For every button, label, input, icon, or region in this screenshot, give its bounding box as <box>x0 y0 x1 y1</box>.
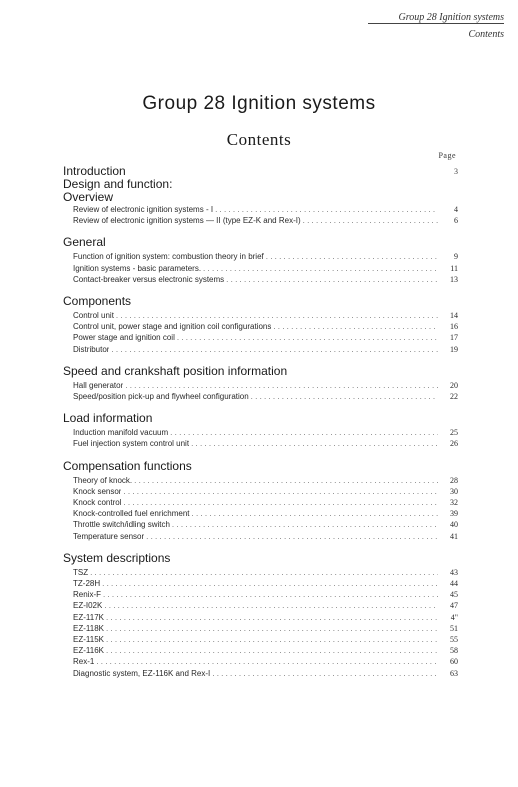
toc-entry-page: 4" <box>450 612 458 622</box>
toc-entry-page: 25 <box>450 428 458 438</box>
leader-dots <box>103 589 438 600</box>
toc-entry[interactable] <box>63 656 458 667</box>
toc-entry-page: 63 <box>450 668 458 678</box>
toc-section-components <box>63 295 458 355</box>
leader-dots <box>303 215 438 226</box>
toc-entry[interactable] <box>63 391 458 402</box>
running-head-section: Contents <box>468 29 504 40</box>
toc-entry-label: Temperature sensor <box>73 531 145 541</box>
leader-dots <box>146 531 438 542</box>
toc-entry-page: 13 <box>450 274 458 284</box>
toc-entry-page: 40 <box>450 520 458 530</box>
toc-entry-label: Review of electronic ignition systems - I <box>73 205 214 214</box>
toc-section-general <box>63 236 458 285</box>
leader-dots <box>96 656 438 667</box>
toc-entry-label: Control unit, power stage and ignition coil configurations <box>73 322 272 332</box>
toc-introduction-label: Introduction <box>63 164 126 178</box>
toc-entry-page: 51 <box>450 623 458 633</box>
toc-section-heading: System descriptions <box>63 550 171 565</box>
toc-entry-label: EZ-118K <box>73 623 104 633</box>
toc-entry-page: 55 <box>450 635 458 645</box>
toc-entry-page: 16 <box>450 322 458 332</box>
toc-entry[interactable] <box>63 531 458 542</box>
leader-dots <box>226 274 438 285</box>
toc-section-heading: General <box>63 235 106 250</box>
toc-entry-label: Power stage and ignition coil <box>73 333 175 343</box>
toc-entry[interactable] <box>63 600 458 611</box>
toc-entry-page: 32 <box>450 498 458 508</box>
toc-entry[interactable] <box>63 634 458 645</box>
leader-dots <box>266 251 438 262</box>
toc-section-heading: Speed and crankshaft position information <box>63 363 288 378</box>
toc-entry-page: 17 <box>450 333 458 343</box>
toc-entry-page: 26 <box>450 439 458 449</box>
toc-entry[interactable] <box>63 344 458 355</box>
toc-entry-label: Function of ignition system: combustion theory in brief <box>73 252 264 262</box>
toc-section-compensation <box>63 460 458 542</box>
leader-dots <box>177 332 438 343</box>
toc-entry-label: Hall generator <box>73 380 124 390</box>
toc-entry-label: Induction manifold vacuum <box>73 428 169 438</box>
leader-dots <box>172 519 438 530</box>
leader-dots <box>104 600 438 611</box>
toc-entry[interactable] <box>63 519 458 530</box>
toc-entry-page: 20 <box>450 380 458 390</box>
toc-entry-page: 30 <box>450 486 458 496</box>
running-head <box>399 9 504 43</box>
toc-section-heading: Load information <box>63 411 153 426</box>
toc-entry-page: 14 <box>450 311 458 321</box>
contents-heading: Contents <box>226 130 292 149</box>
toc-entry-label: Knock sensor <box>73 486 122 496</box>
toc-entry-label: EZ-115K <box>73 635 104 645</box>
leader-dots <box>90 567 438 578</box>
leader-dots <box>192 508 438 519</box>
toc-entry[interactable] <box>63 589 458 600</box>
leader-dots <box>123 497 438 508</box>
toc-entry-page: 58 <box>450 646 458 656</box>
toc-section-speed <box>63 365 458 402</box>
toc-entry[interactable] <box>63 578 458 589</box>
toc-entry-page: 41 <box>450 531 458 541</box>
toc-section-overview <box>63 191 458 226</box>
leader-dots <box>125 380 438 391</box>
toc-entry-label: Knock control <box>73 498 122 508</box>
toc-entry-page: 47 <box>450 601 458 611</box>
toc-entry[interactable] <box>63 321 458 332</box>
toc-entry-label: Speed/position pick-up and flywheel configuration <box>73 392 249 402</box>
toc-entry-label: Control unit <box>73 311 114 321</box>
toc-design-heading: Design and function: <box>63 177 173 191</box>
toc-entry[interactable] <box>63 310 458 321</box>
toc-entry[interactable] <box>63 215 458 226</box>
toc-entry-label: Throttle switch/idling switch <box>73 520 170 530</box>
toc-entry[interactable] <box>63 438 458 449</box>
table-of-contents <box>63 165 458 679</box>
toc-entry[interactable] <box>63 263 458 274</box>
toc-entry-label: Contact-breaker versus electronic systems <box>73 274 225 284</box>
page-column-label: Page <box>438 151 456 160</box>
leader-dots <box>106 634 438 645</box>
leader-dots <box>106 623 438 634</box>
toc-entry[interactable] <box>63 251 458 262</box>
toc-section-heading: Components <box>63 294 132 309</box>
toc-entry[interactable] <box>63 486 458 497</box>
toc-entry-page: 44 <box>450 579 458 589</box>
leader-dots <box>106 645 438 656</box>
toc-entry-label: EZ-I02K <box>73 601 103 611</box>
leader-dots <box>116 310 438 321</box>
toc-entry[interactable] <box>63 380 458 391</box>
toc-entry-page: 4 <box>454 205 458 214</box>
leader-dots <box>251 391 438 402</box>
toc-entry[interactable] <box>63 204 458 215</box>
leader-dots <box>191 438 438 449</box>
toc-entry-label: Renix-F <box>73 590 102 600</box>
toc-introduction-page: 3 <box>454 167 458 176</box>
toc-entry[interactable] <box>63 508 458 519</box>
leader-dots <box>123 486 438 497</box>
page-title: Group 28 Ignition systems <box>142 93 376 114</box>
leader-dots <box>102 578 438 589</box>
leader-dots <box>106 612 438 623</box>
toc-entry[interactable] <box>63 567 458 578</box>
toc-section-heading: Overview <box>63 190 114 204</box>
toc-entry[interactable] <box>63 427 458 438</box>
toc-entry-page: 45 <box>450 590 458 600</box>
toc-entry-label: Theory of knock. <box>73 475 133 485</box>
leader-dots <box>203 263 438 274</box>
leader-dots <box>111 344 438 355</box>
leader-dots <box>215 204 438 215</box>
toc-entry-label: Ignition systems - basic parameters. <box>73 263 202 273</box>
toc-section-systems <box>63 552 458 679</box>
toc-section-heading: Compensation functions <box>63 458 192 473</box>
toc-entry-page: 22 <box>450 392 458 402</box>
toc-entry-page: 9 <box>454 252 458 262</box>
toc-entry-page: 28 <box>450 475 458 485</box>
toc-entry[interactable] <box>63 623 458 634</box>
toc-entry-label: Knock-controlled fuel enrichment <box>73 509 190 519</box>
toc-entry-label: Fuel injection system control unit <box>73 439 190 449</box>
toc-entry-page: 60 <box>450 657 458 667</box>
running-head-title: Group 28 Ignition systems <box>398 12 504 23</box>
toc-entry[interactable] <box>63 274 458 285</box>
toc-entry[interactable] <box>63 612 458 623</box>
toc-entry-page: 39 <box>450 509 458 519</box>
toc-entry-label: EZ-116K <box>73 646 104 656</box>
toc-entry-label: TZ-28H <box>73 579 101 589</box>
running-head-rule <box>368 23 504 24</box>
toc-entry-page: 11 <box>450 263 458 273</box>
toc-entry[interactable] <box>63 645 458 656</box>
toc-entry-page: 43 <box>450 567 458 577</box>
toc-entry-label: Diagnostic system, EZ-116K and Rex-I <box>73 668 211 678</box>
toc-entry-label: TSZ <box>73 567 89 577</box>
toc-entry-label: Rex-1 <box>73 657 95 667</box>
toc-entry[interactable] <box>63 668 458 679</box>
toc-entry[interactable] <box>63 475 458 486</box>
toc-entry-label: Distributor <box>73 344 110 354</box>
leader-dots <box>273 321 438 332</box>
leader-dots <box>134 475 438 486</box>
toc-entry-page: 6 <box>454 216 458 226</box>
toc-entry[interactable] <box>63 332 458 343</box>
toc-entry[interactable] <box>63 497 458 508</box>
leader-dots <box>170 427 438 438</box>
toc-entry-page: 19 <box>450 344 458 354</box>
leader-dots <box>212 668 438 679</box>
toc-section-load <box>63 412 458 449</box>
toc-entry-label: EZ-117K <box>73 612 104 622</box>
toc-entry-label: Review of electronic ignition systems — II (type EZ-K and Rex-I) <box>73 216 301 226</box>
